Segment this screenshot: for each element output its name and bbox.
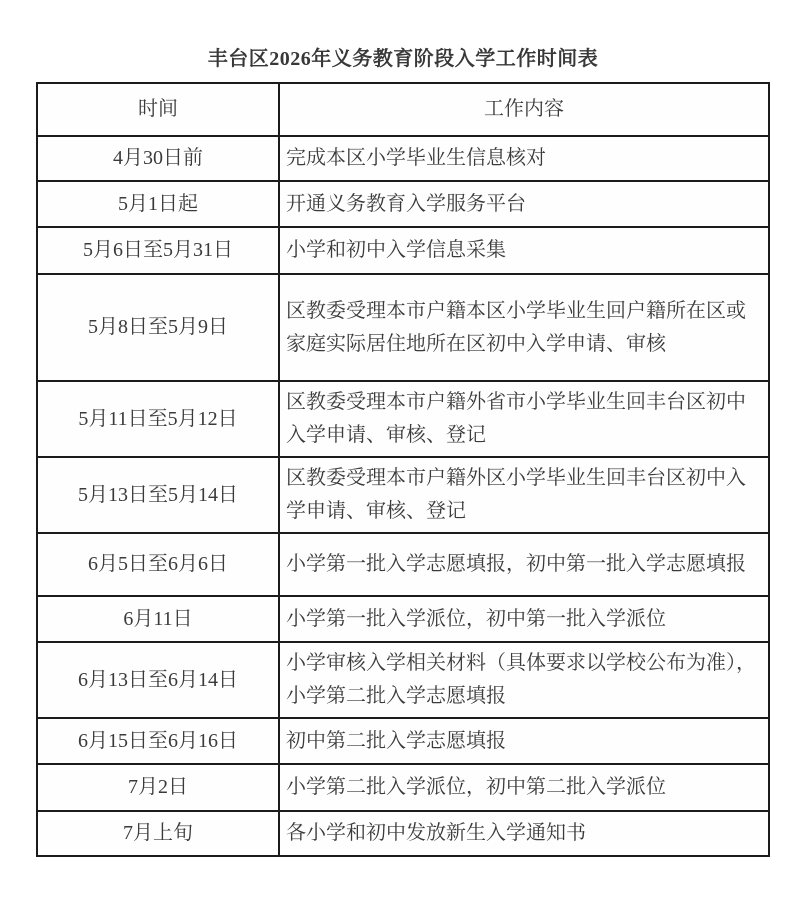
table-row bbox=[37, 136, 769, 181]
time-cell: 5月13日至5月14日 bbox=[37, 457, 279, 533]
time-cell: 5月11日至5月12日 bbox=[37, 381, 279, 457]
time-cell: 4月30日前 bbox=[37, 136, 279, 181]
time-cell: 6月15日至6月16日 bbox=[37, 718, 279, 764]
time-cell: 6月5日至6月6日 bbox=[37, 533, 279, 596]
content-cell: 小学第一批入学志愿填报，初中第一批入学志愿填报 bbox=[279, 533, 769, 596]
time-cell: 7月2日 bbox=[37, 764, 279, 811]
column-header-content: 工作内容 bbox=[279, 83, 769, 136]
table-header-row bbox=[37, 83, 769, 136]
time-cell: 5月1日起 bbox=[37, 181, 279, 227]
table-row bbox=[37, 274, 769, 381]
table-row bbox=[37, 181, 769, 227]
content-cell: 开通义务教育入学服务平台 bbox=[279, 181, 769, 227]
table-row bbox=[37, 642, 769, 718]
table-row bbox=[37, 718, 769, 764]
content-cell: 区教委受理本市户籍本区小学毕业生回户籍所在区或家庭实际居住地所在区初中入学申请、审核 bbox=[279, 274, 769, 381]
time-cell: 5月6日至5月31日 bbox=[37, 227, 279, 274]
column-header-time: 时间 bbox=[37, 83, 279, 136]
table-row bbox=[37, 764, 769, 811]
enrollment-schedule-table bbox=[36, 82, 770, 857]
content-cell: 小学审核入学相关材料（具体要求以学校公布为准），小学第二批入学志愿填报 bbox=[279, 642, 769, 718]
table-row bbox=[37, 381, 769, 457]
content-cell: 小学第二批入学派位，初中第二批入学派位 bbox=[279, 764, 769, 811]
page-title: 丰台区2026年义务教育阶段入学工作时间表 bbox=[207, 48, 599, 70]
table-row bbox=[37, 227, 769, 274]
time-cell: 6月11日 bbox=[37, 596, 279, 642]
table-row bbox=[37, 811, 769, 856]
content-cell: 小学和初中入学信息采集 bbox=[279, 227, 769, 274]
table-row bbox=[37, 457, 769, 533]
time-cell: 5月8日至5月9日 bbox=[37, 274, 279, 381]
table-row bbox=[37, 596, 769, 642]
content-cell: 各小学和初中发放新生入学通知书 bbox=[279, 811, 769, 856]
time-cell: 6月13日至6月14日 bbox=[37, 642, 279, 718]
table-row bbox=[37, 533, 769, 596]
time-cell: 7月上旬 bbox=[37, 811, 279, 856]
content-cell: 完成本区小学毕业生信息核对 bbox=[279, 136, 769, 181]
content-cell: 小学第一批入学派位，初中第一批入学派位 bbox=[279, 596, 769, 642]
content-cell: 区教委受理本市户籍外区小学毕业生回丰台区初中入学申请、审核、登记 bbox=[279, 457, 769, 533]
content-cell: 初中第二批入学志愿填报 bbox=[279, 718, 769, 764]
content-cell: 区教委受理本市户籍外省市小学毕业生回丰台区初中入学申请、审核、登记 bbox=[279, 381, 769, 457]
